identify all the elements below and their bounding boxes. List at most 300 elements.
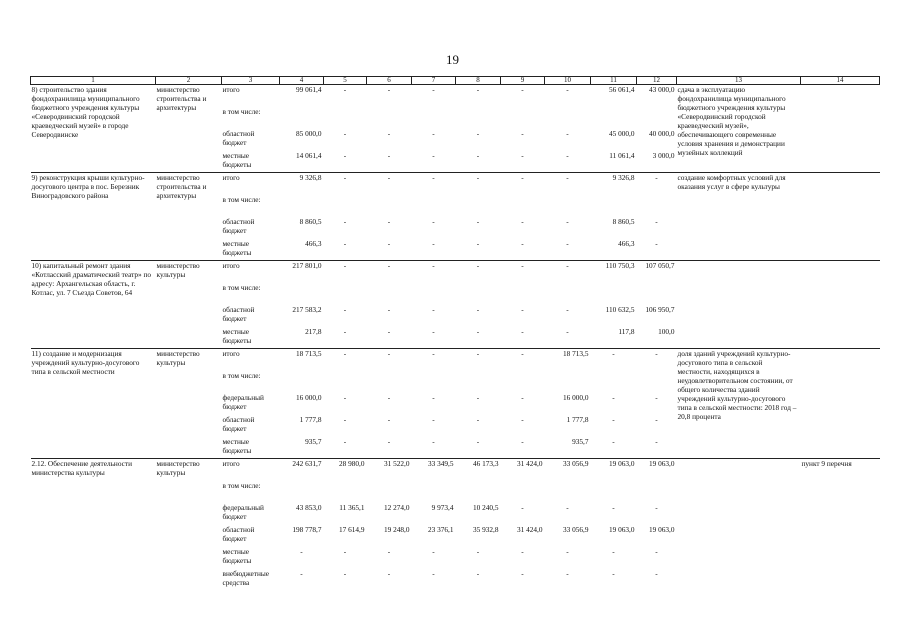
table-cell-col-8: -	[476, 392, 480, 402]
table-cell-col-1	[31, 415, 156, 437]
table-cell-col-10: -	[566, 546, 569, 556]
table-cell-col-9	[501, 371, 545, 393]
table-cell-col-14	[801, 327, 880, 349]
table-cell-col-2	[156, 151, 222, 173]
table-cell-col-7: -	[412, 173, 456, 195]
table-cell-col-6: -	[367, 173, 412, 195]
table-cell-col-4	[280, 283, 324, 305]
table-cell-col-3: областной бюджет	[222, 304, 255, 323]
table-cell-col-3: областной бюджет	[222, 414, 255, 433]
table-cell-col-8: 35 932,8	[472, 524, 499, 534]
table-cell-col-3: итого	[222, 85, 280, 107]
table-cell-col-10	[545, 283, 591, 305]
table-cell-col-10: 18 713,5	[545, 349, 591, 371]
table-row	[31, 85, 880, 107]
column-number-header: 1	[31, 77, 156, 85]
table-cell-col-13	[677, 195, 801, 217]
table-cell-col-3: местные бюджеты	[222, 150, 252, 169]
table-cell-col-2	[156, 217, 222, 239]
table-cell-col-12: -	[655, 238, 658, 248]
table-cell-col-10: -	[566, 216, 569, 226]
table-cell-col-1	[31, 85, 156, 139]
table-cell-col-10	[545, 481, 591, 503]
table-cell-col-2	[156, 481, 222, 503]
table-cell-col-14	[801, 283, 880, 305]
table-cell-col-3: местные бюджеты	[222, 238, 252, 257]
program-table	[30, 76, 880, 591]
column-number-header: 2	[156, 77, 222, 85]
table-cell-col-9: -	[501, 173, 545, 195]
table-cell-col-7: -	[432, 150, 435, 160]
table-cell-col-10: 33 056,9	[545, 459, 591, 481]
table-cell-col-11: 56 061,4	[591, 85, 637, 107]
table-cell-col-6: 12 274,0	[383, 502, 410, 512]
table-cell-col-9: 31 424,0	[516, 524, 543, 534]
table-cell-col-9: -	[521, 128, 524, 138]
table-row	[31, 503, 880, 525]
table-cell-col-9: -	[521, 238, 524, 248]
cell-text: министерство строительства и архитектуры	[156, 85, 207, 112]
table-row	[31, 239, 880, 261]
table-cell-col-8: -	[456, 261, 501, 283]
table-cell-col-2	[156, 261, 222, 283]
table-cell-col-7: -	[432, 546, 435, 556]
table-cell-col-2	[156, 459, 222, 481]
table-cell-col-1	[31, 459, 156, 481]
table-cell-col-10: -	[566, 150, 569, 160]
table-cell-col-8: -	[476, 304, 480, 314]
table-cell-col-12: -	[655, 568, 658, 578]
table-cell-col-3: в том числе:	[222, 106, 261, 116]
table-cell-col-4: 99 061,4	[280, 85, 324, 107]
table-cell-col-13	[677, 261, 801, 283]
table-cell-col-3: итого	[222, 173, 280, 195]
table-cell-col-1	[31, 151, 156, 173]
table-cell-col-6: -	[387, 216, 391, 226]
table-cell-col-2	[156, 327, 222, 349]
table-cell-col-4: 85 000,0	[295, 128, 322, 138]
table-cell-col-13	[677, 305, 801, 327]
table-cell-col-9: -	[521, 502, 524, 512]
table-cell-col-2	[156, 569, 222, 591]
table-cell-col-5: 11 365,1	[339, 502, 365, 512]
table-cell-col-7: -	[432, 392, 435, 402]
cell-text: министерство строительства и архитектуры	[156, 173, 207, 200]
table-cell-col-3: федеральный бюджет	[222, 502, 264, 521]
table-cell-col-12: -	[655, 414, 658, 424]
table-cell-col-6: -	[387, 150, 391, 160]
table-cell-col-2	[156, 547, 222, 569]
table-cell-col-8	[456, 481, 501, 503]
table-cell-col-10: 16 000,0	[562, 392, 589, 402]
table-cell-col-6: 19 248,0	[383, 524, 410, 534]
table-cell-col-11: -	[612, 546, 615, 556]
table-cell-col-7: -	[432, 216, 435, 226]
table-cell-col-8: -	[456, 173, 501, 195]
table-cell-col-8: -	[476, 238, 480, 248]
table-cell-col-13	[677, 547, 801, 569]
table-cell-col-13	[677, 283, 801, 305]
table-cell-col-5: -	[343, 326, 347, 336]
table-cell-col-12: -	[655, 546, 658, 556]
table-cell-col-14	[801, 129, 880, 151]
table-cell-col-5: -	[324, 173, 367, 195]
table-cell-col-10: -	[566, 128, 569, 138]
table-cell-col-8	[456, 371, 501, 393]
table-cell-col-8: -	[476, 546, 480, 556]
table-cell-col-14	[801, 305, 880, 327]
table-cell-col-10	[545, 107, 591, 129]
table-cell-col-8: -	[476, 436, 480, 446]
table-cell-col-12: 100,0	[658, 326, 675, 336]
table-cell-col-9: -	[521, 150, 524, 160]
table-cell-col-4: 9 326,8	[280, 173, 324, 195]
table-cell-col-9	[501, 283, 545, 305]
table-cell-col-11: 11 061,4	[609, 150, 635, 160]
table-cell-col-11: 110 632,5	[605, 304, 635, 314]
column-number-header: 13	[677, 77, 801, 85]
table-cell-col-5: -	[324, 85, 367, 107]
table-cell-col-1	[31, 173, 156, 200]
table-cell-col-10: -	[545, 261, 591, 283]
table-cell-col-4: 217 801,0	[280, 261, 324, 283]
table-cell-col-3: итого	[222, 349, 280, 371]
column-number-header: 3	[222, 77, 280, 85]
table-cell-col-5: -	[343, 546, 347, 556]
column-number-header: 5	[324, 77, 367, 85]
table-cell-col-12	[637, 371, 677, 393]
table-row	[31, 305, 880, 327]
table-cell-col-2	[156, 305, 222, 327]
table-cell-col-1	[31, 503, 156, 525]
table-cell-col-7: -	[412, 349, 456, 371]
table-row	[31, 481, 880, 503]
table-cell-col-6	[367, 195, 412, 217]
table-cell-col-12: 3 000,0	[652, 150, 675, 160]
table-cell-col-14	[801, 481, 880, 503]
table-cell-col-1	[31, 327, 156, 349]
column-number-header: 12	[637, 77, 677, 85]
table-row	[31, 547, 880, 569]
table-cell-col-6: -	[367, 261, 412, 283]
column-number-header: 4	[280, 77, 324, 85]
table-cell-col-4	[280, 107, 324, 129]
table-cell-col-5: -	[343, 414, 347, 424]
table-cell-col-3: федеральный бюджет	[222, 392, 264, 411]
table-cell-col-11: 19 063,0	[591, 459, 637, 481]
table-cell-col-11: 19 063,0	[608, 524, 635, 534]
table-cell-col-5	[324, 481, 367, 503]
table-cell-col-9: -	[521, 216, 524, 226]
table-cell-col-5: -	[343, 216, 347, 226]
table-cell-col-10: -	[566, 568, 569, 578]
table-cell-col-13	[677, 327, 801, 349]
table-cell-col-4: 16 000,0	[295, 392, 322, 402]
table-cell-col-3: областной бюджет	[222, 128, 255, 147]
table-cell-col-11: -	[612, 568, 615, 578]
table-cell-col-12: -	[637, 173, 677, 195]
table-cell-col-5	[324, 195, 367, 217]
table-cell-col-7: -	[432, 326, 435, 336]
table-cell-col-14	[801, 569, 880, 591]
table-cell-col-10: 935,7	[572, 436, 589, 446]
table-cell-col-13	[677, 239, 801, 261]
table-cell-col-2	[156, 129, 222, 151]
table-cell-col-7	[412, 107, 456, 129]
table-cell-col-12: 107 050,7	[637, 261, 677, 283]
table-row	[31, 459, 880, 481]
table-row	[31, 437, 880, 459]
table-cell-col-12	[637, 283, 677, 305]
table-cell-col-8	[456, 283, 501, 305]
table-cell-col-1	[31, 239, 156, 261]
cell-text: 10) капитальный ремонт здания «Котласский драматический театр» по адресу: Архангельская область, г. Котлас, ул. 7 Съезда Советов, 64	[31, 261, 152, 297]
table-cell-col-3: итого	[222, 459, 280, 481]
table-cell-col-5: 28 980,0	[324, 459, 367, 481]
table-cell-col-7	[412, 371, 456, 393]
table-cell-col-6	[367, 107, 412, 129]
column-number-header: 10	[545, 77, 591, 85]
table-cell-col-11: 8 860,5	[612, 216, 635, 226]
table-row	[31, 261, 880, 283]
table-row	[31, 173, 880, 195]
table-cell-col-4: 198 778,7	[292, 524, 322, 534]
table-cell-col-9: -	[501, 85, 545, 107]
table-cell-col-6: -	[367, 349, 412, 371]
table-cell-col-14	[801, 393, 880, 415]
table-cell-col-9: -	[521, 436, 524, 446]
table-cell-col-12: -	[637, 349, 677, 371]
table-cell-col-14	[801, 415, 880, 437]
table-cell-col-4	[280, 481, 324, 503]
table-cell-col-5	[324, 107, 367, 129]
table-cell-col-13	[677, 85, 801, 157]
table-row	[31, 217, 880, 239]
table-cell-col-7: 23 376,1	[427, 524, 454, 534]
table-cell-col-13	[677, 173, 801, 195]
table-cell-col-3: в том числе:	[222, 194, 261, 204]
table-cell-col-8: -	[476, 568, 480, 578]
table-cell-col-8	[456, 195, 501, 217]
table-cell-col-5	[324, 371, 367, 393]
cell-text: министерство культуры	[156, 459, 200, 477]
table-cell-col-12	[637, 195, 677, 217]
table-cell-col-7: 9 973,4	[431, 502, 454, 512]
table-cell-col-11: -	[612, 502, 615, 512]
table-cell-col-13	[677, 569, 801, 591]
table-cell-col-12: -	[655, 502, 658, 512]
table-cell-col-6	[367, 371, 412, 393]
cell-text: сдача в эксплуатацию фондохранилища муниципального бюджетного учреждения культуры «Северодвинский городской краеведческий музей», обеспечивающего современные условия хранения и демонстрации музейных коллекций	[677, 85, 786, 157]
table-cell-col-5: 17 614,9	[338, 524, 365, 534]
table-cell-col-6: -	[387, 326, 391, 336]
table-cell-col-2	[156, 349, 222, 371]
table-row	[31, 327, 880, 349]
table-cell-col-5: -	[343, 392, 347, 402]
table-cell-col-10: 33 056,9	[562, 524, 589, 534]
table-cell-col-2	[156, 283, 222, 305]
table-cell-col-14	[801, 349, 880, 371]
table-cell-col-1	[31, 349, 156, 376]
table-cell-col-13	[677, 481, 801, 503]
table-cell-col-1	[31, 569, 156, 591]
table-cell-col-11: 117,8	[618, 326, 635, 336]
table-cell-col-5: -	[343, 150, 347, 160]
table-row	[31, 569, 880, 591]
table-cell-col-6: -	[387, 392, 391, 402]
table-cell-col-11: 9 326,8	[591, 173, 637, 195]
table-cell-col-3: областной бюджет	[222, 216, 255, 235]
table-cell-col-10: -	[566, 326, 569, 336]
table-cell-col-9: 31 424,0	[501, 459, 545, 481]
table-cell-col-14	[801, 85, 880, 107]
table-cell-col-9: -	[521, 414, 524, 424]
table-cell-col-8: -	[476, 326, 480, 336]
table-cell-col-7: -	[412, 85, 456, 107]
table-cell-col-14	[801, 195, 880, 217]
table-cell-col-7: -	[432, 436, 435, 446]
table-cell-col-12: -	[655, 436, 658, 446]
table-cell-col-5: -	[343, 128, 347, 138]
table-row	[31, 283, 880, 305]
table-cell-col-14	[801, 151, 880, 173]
table-cell-col-1	[31, 481, 156, 503]
table-cell-col-7: -	[432, 128, 435, 138]
table-cell-col-9: -	[521, 392, 524, 402]
table-cell-col-8: -	[476, 414, 480, 424]
table-cell-col-2	[156, 371, 222, 393]
table-cell-col-3: в том числе:	[222, 480, 261, 490]
table-cell-col-14	[801, 547, 880, 569]
table-cell-col-9: -	[501, 261, 545, 283]
table-cell-col-8: 46 173,3	[456, 459, 501, 481]
column-number-header: 8	[456, 77, 501, 85]
table-cell-col-8: -	[476, 216, 480, 226]
column-number-header: 11	[591, 77, 637, 85]
cell-text: 2.12. Обеспечение деятельности министерства культуры	[31, 459, 132, 477]
table-cell-col-11: -	[591, 349, 637, 371]
table-cell-col-4: 466,3	[305, 238, 322, 248]
table-cell-col-9	[501, 107, 545, 129]
page-number: 19	[446, 52, 459, 67]
table-cell-col-13	[677, 437, 801, 459]
table-cell-col-12: 40 000,0	[648, 128, 675, 138]
table-cell-col-8: -	[456, 349, 501, 371]
table-cell-col-5: -	[324, 349, 367, 371]
table-cell-col-2	[156, 393, 222, 415]
table-cell-col-4: 217 583,2	[292, 304, 322, 314]
table-cell-col-4: -	[300, 546, 303, 556]
table-cell-col-14	[801, 217, 880, 239]
table-cell-col-12: -	[655, 216, 658, 226]
table-cell-col-5: -	[343, 238, 347, 248]
table-cell-col-7: -	[432, 414, 435, 424]
table-cell-col-1	[31, 305, 156, 327]
table-cell-col-6: -	[387, 568, 391, 578]
table-cell-col-4: 242 631,7	[280, 459, 324, 481]
table-cell-col-11	[591, 195, 637, 217]
table-cell-col-1	[31, 437, 156, 459]
table-cell-col-7	[412, 195, 456, 217]
column-number-header: 6	[367, 77, 412, 85]
table-cell-col-11	[591, 481, 637, 503]
table-cell-col-6: -	[367, 85, 412, 107]
table-cell-col-12	[637, 107, 677, 129]
table-cell-col-1	[31, 547, 156, 569]
table-cell-col-4: 1 777,8	[299, 414, 322, 424]
table-cell-col-14	[801, 525, 880, 547]
table-cell-col-11	[591, 283, 637, 305]
table-cell-col-5: -	[324, 261, 367, 283]
table-cell-col-13	[677, 525, 801, 547]
table-cell-col-9: -	[521, 568, 524, 578]
cell-text: создание комфортных условий для оказания услуг в сфере культуры	[677, 173, 786, 191]
table-cell-col-6: -	[387, 436, 391, 446]
table-cell-col-9: -	[521, 546, 524, 556]
table-cell-col-14	[801, 261, 880, 283]
table-cell-col-2	[156, 415, 222, 437]
table-body	[31, 85, 880, 591]
table-cell-col-6: -	[387, 414, 391, 424]
table-cell-col-4: -	[300, 568, 303, 578]
table-cell-col-3: местные бюджеты	[222, 546, 252, 565]
table-cell-col-14	[801, 371, 880, 393]
table-cell-col-7	[412, 481, 456, 503]
table-cell-col-1	[31, 393, 156, 415]
table-cell-col-1	[31, 261, 156, 297]
table-cell-col-12: -	[655, 392, 658, 402]
table-cell-col-4: 43 853,0	[295, 502, 322, 512]
table-cell-col-11: 45 000,0	[608, 128, 635, 138]
table-cell-col-12: 19 063,0	[648, 524, 675, 534]
table-cell-col-9: -	[501, 349, 545, 371]
table-cell-col-10: -	[566, 502, 569, 512]
cell-text: министерство культуры	[156, 349, 200, 367]
table-row	[31, 349, 880, 371]
table-cell-col-7: -	[412, 261, 456, 283]
table-cell-col-2	[156, 503, 222, 525]
table-cell-col-8: 10 240,5	[472, 502, 499, 512]
table-cell-col-5: -	[343, 304, 347, 314]
table-cell-col-14	[801, 503, 880, 525]
column-number-header: 7	[412, 77, 456, 85]
table-cell-col-12: 19 063,0	[637, 459, 677, 481]
table-cell-col-5: -	[343, 568, 347, 578]
table-cell-col-4	[280, 195, 324, 217]
table-cell-col-1	[31, 525, 156, 547]
table-cell-col-2	[156, 437, 222, 459]
table-cell-col-9	[501, 195, 545, 217]
table-cell-col-7	[412, 283, 456, 305]
table-cell-col-11: -	[612, 436, 615, 446]
table-cell-col-9: -	[521, 326, 524, 336]
table-cell-col-13	[677, 503, 801, 525]
table-cell-col-4: 18 713,5	[280, 349, 324, 371]
table-cell-col-4	[280, 371, 324, 393]
table-cell-col-4: 14 061,4	[295, 150, 322, 160]
cell-text: 11) создание и модернизация учреждений культурно-досугового типа в сельской местности	[31, 349, 140, 376]
table-cell-col-8: -	[456, 85, 501, 107]
table-cell-col-4: 217,8	[305, 326, 322, 336]
column-number-row	[31, 77, 880, 85]
table-cell-col-13	[677, 217, 801, 239]
table-cell-col-14	[801, 173, 880, 195]
table-cell-col-11: -	[612, 392, 615, 402]
table-cell-col-10: 1 777,8	[566, 414, 589, 424]
table-cell-col-3: местные бюджеты	[222, 326, 252, 345]
table-cell-col-8	[456, 107, 501, 129]
cell-text: министерство культуры	[156, 261, 200, 279]
